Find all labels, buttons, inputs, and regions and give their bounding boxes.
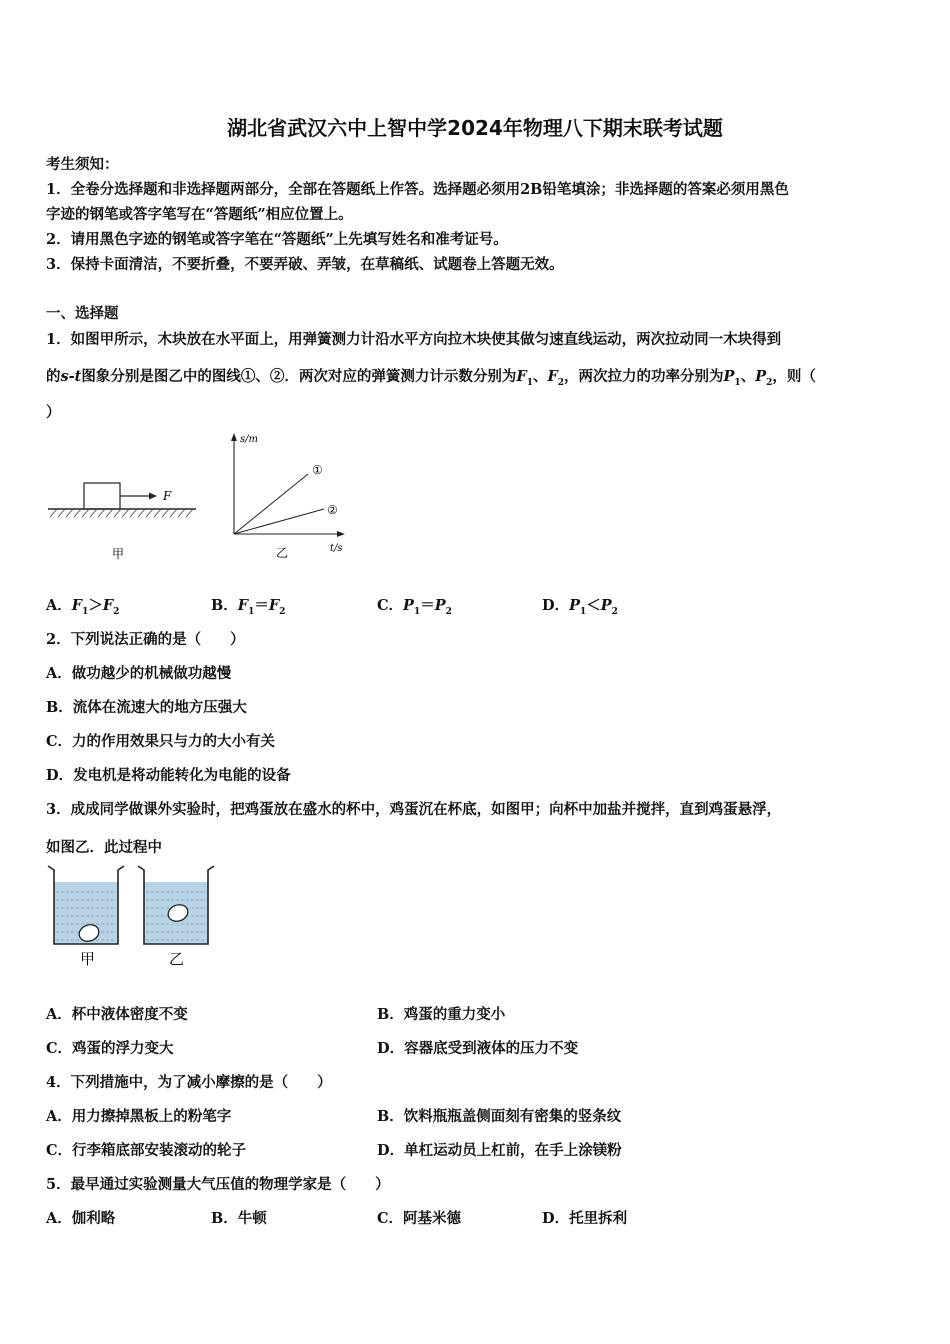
q2-option-d[interactable]: D．发电机是将动能转化为电能的设备	[46, 767, 291, 784]
q1-figure-jia	[44, 478, 204, 566]
q3-option-d[interactable]: D．容器底受到液体的压力不变	[377, 1040, 579, 1057]
force-label: F	[163, 489, 172, 503]
q3-stem-line2: 如图乙．此过程中	[46, 839, 162, 856]
cup-yi	[138, 866, 214, 968]
q1-stem-line3: ）	[46, 404, 61, 421]
q3-stem-line1: 3．成成同学做课外实验时，把鸡蛋放在盛水的杯中，鸡蛋沉在杯底，如图甲；向杯中加盐并搅拌，直到鸡蛋悬浮，	[46, 801, 782, 818]
q3-option-a[interactable]: A．杯中液体密度不变	[46, 1006, 188, 1023]
q1-figure-yi	[222, 430, 354, 562]
q1-stem-line1: 1．如图甲所示，木块放在水平面上，用弹簧测力计沿水平方向拉木块使其做匀速直线运动，两次拉动同一木块得到	[46, 331, 782, 348]
figure-caption: 甲	[80, 950, 96, 968]
figure-caption: 乙	[276, 546, 289, 560]
notice-item: 2．请用黑色字迹的钢笔或答字笔在“答题纸”上先填写姓名和准考证号。	[46, 231, 508, 248]
q4-stem: 4．下列措施中，为了减小摩擦的是（ ）	[46, 1074, 332, 1091]
q1-option-d[interactable]: D．$P_1<P_2$	[542, 597, 618, 617]
q1-option-b[interactable]: B．$F_1=F_2$	[211, 597, 286, 617]
q2-stem: 2．下列说法正确的是（ ）	[46, 631, 245, 648]
q5-option-d[interactable]: D．托里拆利	[542, 1210, 628, 1227]
cup-jia	[48, 866, 124, 968]
graph-line-2-label: ②	[327, 503, 338, 517]
q2-option-b[interactable]: B．流体在流速大的地方压强大	[46, 699, 247, 716]
x-axis-label: t/s	[330, 543, 343, 554]
graph-line-2	[234, 509, 324, 534]
notice-item: 1．全卷分选择题和非选择题两部分，全部在答题纸上作答。选择题必须用2B铅笔填涂；非选择题的答案必须用黑色	[46, 181, 789, 198]
notice-item: 3．保持卡面清洁，不要折叠，不要弄破、弄皱，在草稿纸、试题卷上答题无效。	[46, 256, 564, 273]
graph-line-1	[234, 474, 308, 534]
notice-item: 字迹的钢笔或答字笔写在“答题纸”相应位置上。	[46, 206, 353, 223]
wood-block	[84, 483, 120, 509]
q3-option-c[interactable]: C．鸡蛋的浮力变大	[46, 1040, 174, 1057]
q3-option-b[interactable]: B．鸡蛋的重力变小	[377, 1006, 506, 1023]
q3-figure	[44, 862, 222, 972]
figure-caption: 甲	[112, 547, 125, 561]
q4-option-b[interactable]: B．饮料瓶瓶盖侧面刻有密集的竖条纹	[377, 1108, 622, 1125]
q4-option-c[interactable]: C．行李箱底部安装滚动的轮子	[46, 1142, 247, 1159]
q5-stem: 5．最早通过实验测量大气压值的物理学家是（ ）	[46, 1176, 390, 1193]
q5-option-a[interactable]: A．伽利略	[46, 1210, 116, 1227]
figure-caption: 乙	[169, 950, 185, 968]
q5-option-b[interactable]: B．牛顿	[211, 1210, 267, 1227]
ground-hatch	[50, 509, 193, 517]
graph-line-1-label: ①	[312, 463, 323, 477]
q1-option-a[interactable]: A．$F_1>F_2$	[46, 597, 120, 617]
q1-stem-line2: 的s-t图象分别是图乙中的图线①、②．两次对应的弹簧测力计示数分别为$F_1$、$F_2$，两次拉力的功率分别为$P_1$、$P_2$，则（	[46, 368, 816, 388]
q1-option-c[interactable]: C．$P_1=P_2$	[377, 597, 452, 617]
q5-option-c[interactable]: C．阿基米德	[377, 1210, 462, 1227]
section-heading: 一、选择题	[46, 305, 119, 322]
q2-option-a[interactable]: A．做功越少的机械做功越慢	[46, 665, 232, 682]
q4-option-a[interactable]: A．用力擦掉黑板上的粉笔字	[46, 1108, 232, 1125]
page-title: 湖北省武汉六中上智中学2024年物理八下期末联考试题	[227, 116, 723, 140]
notice-heading: 考生须知：	[46, 156, 119, 173]
y-axis-label: s/m	[240, 434, 258, 445]
q4-option-d[interactable]: D．单杠运动员上杠前，在手上涂镁粉	[377, 1142, 622, 1159]
q2-option-c[interactable]: C．力的作用效果只与力的大小有关	[46, 733, 276, 750]
